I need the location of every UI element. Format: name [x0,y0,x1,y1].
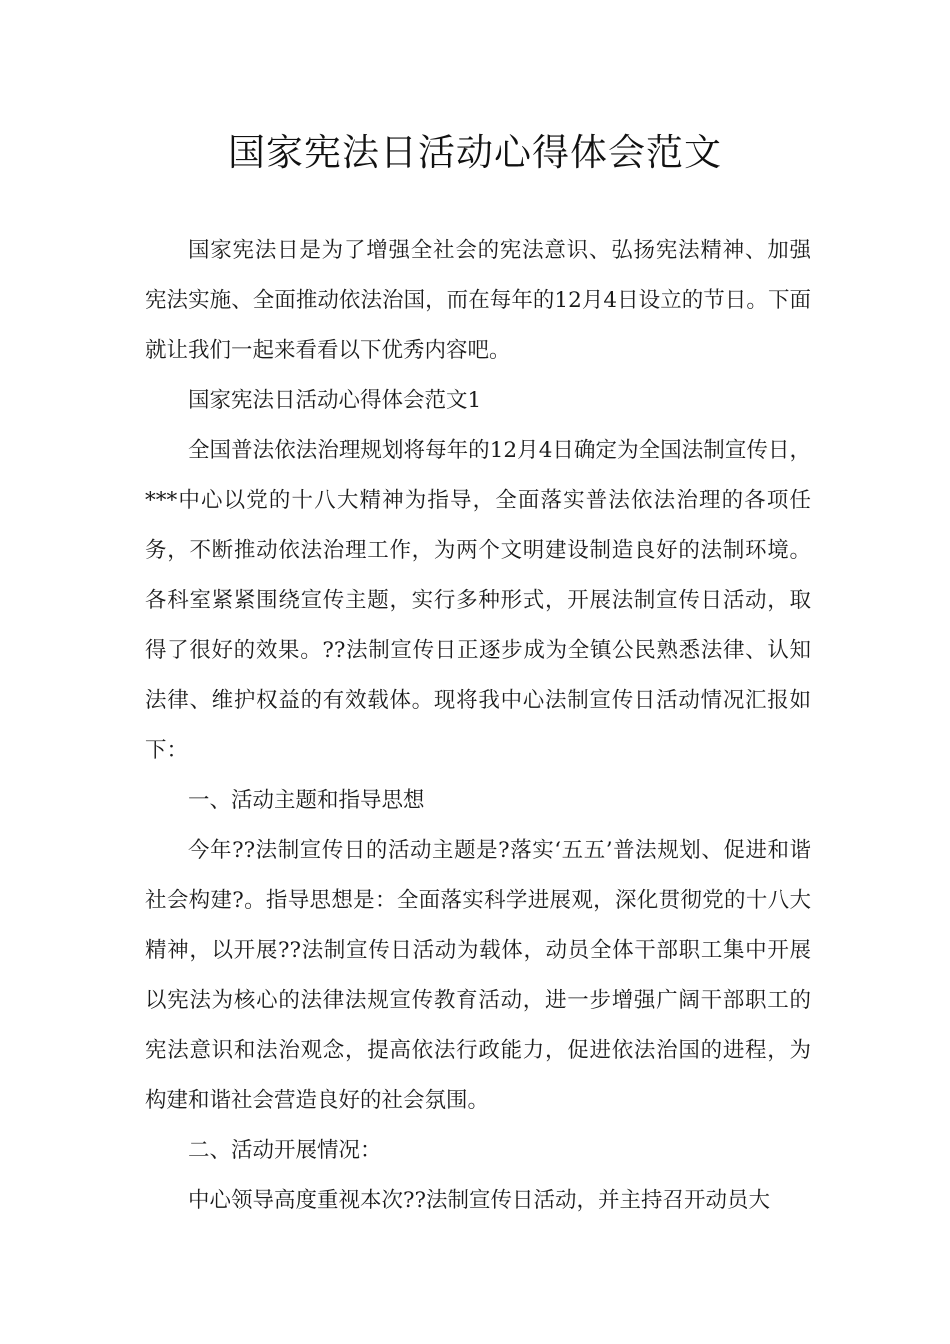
subheading-theme: 一、活动主题和指导思想 [188,788,425,813]
subheading-activities: 二、活动开展情况： [188,1138,382,1163]
document-body [145,226,811,1226]
intro-paragraph: 国家宪法日是为了增强全社会的宪法意识、弘扬宪法精神、加强宪法实施、全面推动依法治国，而在每年的12月4日设立的节日。下面就让我们一起来看看以下优秀内容吧。 [145,238,811,363]
document-title: 国家宪法日活动心得体会范文 [228,131,722,174]
body-paragraph: 全国普法依法治理规划将每年的12月4日确定为全国法制宣传日，***中心以党的十八大精神为指导，全面落实普法依法治理的各项任务，不断推动依法治理工作，为两个文明建设制造良好的法制环境。各科室紧紧围绕宣传主题，实行多种形式，开展法制宣传日活动，取得了很好的效果。??法制宣传日正逐步成为全镇公民熟悉法律、认知法律、维护权益的有效载体。现将我中心法制宣传日活动情况汇报如下： [145,438,811,763]
body-paragraph: 中心领导高度重视本次??法制宣传日活动，并主持召开动员大 [188,1188,771,1213]
body-paragraph: 今年??法制宣传日的活动主题是?落实‘五五’普法规划、促进和谐社会构建?。指导思想是：全面落实科学进展观，深化贯彻党的十八大精神，以开展??法制宣传日活动为载体，动员全体干部职工集中开展以宪法为核心的法律法规宣传教育活动，进一步增强广阔干部职工的宪法意识和法治观念，提高依法行政能力，促进依法治国的进程，为构建和谐社会营造良好的社会氛围。 [145,838,811,1113]
section-title-1: 国家宪法日活动心得体会范文1 [188,388,482,413]
